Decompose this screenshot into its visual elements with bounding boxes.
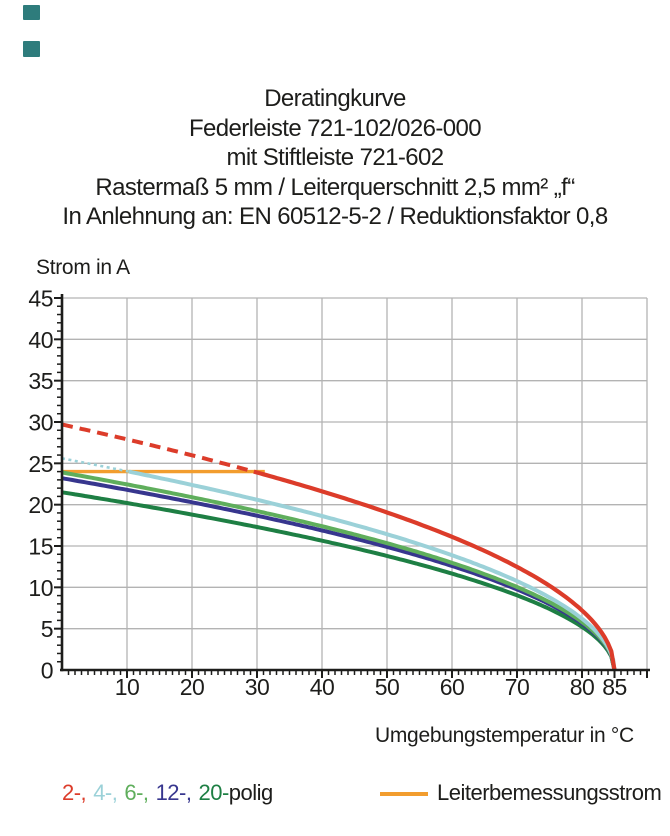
curve-2-polig bbox=[254, 472, 615, 670]
x-axis-title: Umgebungstemperatur in °C bbox=[375, 724, 634, 747]
orange-line-swatch bbox=[380, 792, 428, 797]
x-tick-label: 50 bbox=[374, 674, 400, 700]
y-tick-label: 0 bbox=[40, 657, 53, 684]
legend-item-6-polig: 6-, bbox=[124, 780, 149, 805]
legend-item-4-polig: 4-, bbox=[93, 780, 118, 805]
title-line-4: Rastermaß 5 mm / Leiterquerschnitt 2,5 mm² „f“ bbox=[95, 173, 575, 201]
x-tick-label: 20 bbox=[179, 674, 205, 700]
x-tick-label: 70 bbox=[504, 674, 530, 700]
x-tick-label: 40 bbox=[309, 674, 335, 700]
legend-pole-counts bbox=[62, 780, 273, 806]
x-tick-label: 10 bbox=[114, 674, 140, 700]
y-tick-label: 40 bbox=[28, 326, 53, 353]
y-tick-label: 30 bbox=[28, 409, 53, 436]
x-tick-label: 85 bbox=[602, 674, 627, 700]
y-tick-label: 10 bbox=[28, 574, 53, 601]
legend-item-2-polig: 2-, bbox=[62, 780, 87, 805]
curve-4-polig-dashed bbox=[62, 458, 129, 471]
y-tick-label: 20 bbox=[28, 492, 53, 519]
x-tick-label: 80 bbox=[569, 674, 595, 700]
title-line-5: In Anlehnung an: EN 60512-5-2 / Reduktionsfaktor 0,8 bbox=[62, 203, 608, 230]
legend-item-12-polig: 12-, bbox=[155, 780, 192, 805]
title-line-3: mit Stiftleiste 721-602 bbox=[226, 144, 444, 171]
curve-2-polig-dashed bbox=[62, 425, 254, 472]
title-line-1: Deratingkurve bbox=[264, 85, 406, 112]
curve-6-polig bbox=[62, 472, 615, 670]
y-tick-label: 15 bbox=[28, 533, 53, 560]
legend-suffix-polig: polig bbox=[228, 780, 273, 805]
y-tick-label: 45 bbox=[28, 285, 53, 312]
legend-reference-current bbox=[380, 780, 661, 806]
y-tick-label: 25 bbox=[28, 450, 53, 477]
y-tick-label: 35 bbox=[28, 368, 53, 395]
title-line-2: Federleiste 721-102/026-000 bbox=[188, 114, 481, 142]
legend-item-20-polig: 20- bbox=[198, 780, 229, 805]
x-tick-label: 60 bbox=[439, 674, 465, 700]
y-axis-title: Strom in A bbox=[36, 256, 130, 279]
legend-reference-label: Leiterbemessungsstrom bbox=[437, 780, 662, 805]
y-tick-label: 5 bbox=[40, 616, 53, 643]
x-tick-label: 30 bbox=[244, 674, 270, 700]
curve-4-polig bbox=[129, 472, 615, 670]
